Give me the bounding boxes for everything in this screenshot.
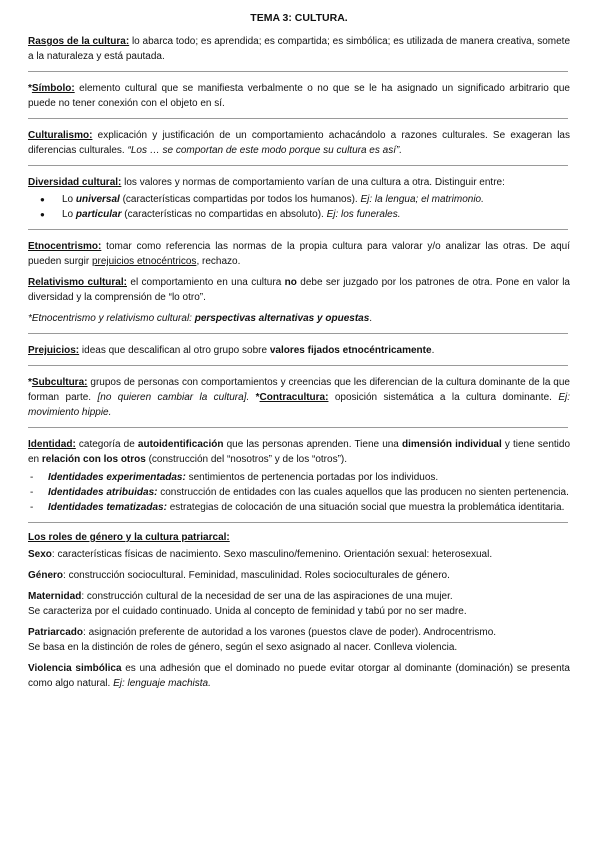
item-example: Ej: los funerales. [326, 209, 401, 220]
relativismo-term: Relativismo cultural: [28, 277, 127, 288]
divider [28, 365, 568, 366]
genero-key: Género [28, 570, 64, 581]
list-item [48, 470, 570, 485]
relativismo-paragraph [28, 275, 570, 305]
etnocentrismo-paragraph [28, 239, 570, 269]
identidad-text: (construcción del “nosotros” y de los “otros”). [145, 454, 348, 465]
item-key: Identidades atribuidas: [48, 487, 158, 498]
divider [28, 71, 568, 72]
relativismo-text2: debe ser juzgado por los patrones de otra. Pone en valor la diversidad y la comprensión de “lo otro”. [28, 277, 570, 303]
nota-text: *Etnocentrismo y relativismo cultural: [28, 313, 195, 324]
item-key: Identidades tematizadas: [48, 502, 167, 513]
diversidad-list [28, 192, 570, 222]
contracultura-term: Contracultura: [259, 392, 329, 403]
simbolo-paragraph [28, 81, 570, 111]
list-item [62, 192, 570, 207]
patriarcado-key: Patriarcado [28, 627, 84, 638]
list-item [62, 207, 570, 222]
rasgos-term: Rasgos de la cultura: [28, 36, 130, 47]
violencia-key: Violencia simbólica [28, 663, 122, 674]
patriarcado-text: : asignación preferente de autoridad a los varones (puestos clave de poder). Androcentrismo. [83, 627, 497, 638]
culturalismo-text: explicación y justificación de un comportamiento achacándolo a razones culturales. Se exageran las diferencias culturales. [28, 130, 570, 156]
maternidad-paragraph-2: Se caracteriza por el cuidado continuado. Unida al concepto de feminidad y tabú por no ser madre. [28, 606, 467, 617]
identidad-bold: relación con los otros [41, 454, 146, 465]
item-prefix: Lo [62, 194, 76, 205]
divider [28, 522, 568, 523]
subcultura-paragraph [28, 375, 570, 420]
identidad-list [28, 470, 570, 515]
genero-paragraph [28, 568, 570, 583]
culturalismo-example: “Los … se comportan de este modo porque su cultura es así”. [124, 145, 403, 156]
etnocentrismo-link: prejuicios etnocéntricos [91, 256, 197, 267]
etnocentrismo-term: Etnocentrismo: [28, 241, 102, 252]
list-item [48, 500, 570, 515]
subcultura-term: Subcultura: [31, 377, 88, 388]
contracultura-example: Ej: movimiento hippie. [28, 392, 570, 418]
divider [28, 427, 568, 428]
relativismo-text1: el comportamiento en una cultura [126, 277, 285, 288]
prejuicios-bold: valores fijados etnocéntricamente [269, 345, 432, 356]
item-text: construcción de entidades con las cuales aquellos que las producen no sienten pertenencia. [157, 487, 569, 498]
simbolo-term: Símbolo: [31, 83, 75, 94]
item-prefix: Lo [62, 209, 76, 220]
maternidad-paragraph [28, 589, 570, 604]
patriarcado-paragraph [28, 625, 570, 640]
violencia-text: es una adhesión que el dominado no puede evitar otorgar al dominante (dominación) se presenta como algo natural. [28, 663, 570, 689]
relativismo-bold: no [284, 277, 297, 288]
nota-tail: . [369, 313, 373, 324]
divider [28, 118, 568, 119]
page-title: TEMA 3: CULTURA. [250, 12, 348, 24]
prejuicios-tail: . [431, 345, 435, 356]
diversidad-paragraph [28, 175, 570, 190]
contracultura-text: oposición sistemática a la cultura dominante. [328, 392, 559, 403]
identidad-text: y tiene sentido en [28, 439, 571, 465]
item-example: Ej: la lengua; el matrimonio. [360, 194, 484, 205]
item-text: (características no compartidas en absoluto). [121, 209, 327, 220]
rasgos-paragraph [28, 34, 570, 64]
list-item [48, 485, 570, 500]
identidad-bold: autoidentificación [137, 439, 224, 450]
divider [28, 165, 568, 166]
genero-text: : construcción sociocultural. Feminidad, masculinidad. Roles socioculturales de género. [63, 570, 450, 581]
roles-heading: Los roles de género y la cultura patriarcal: [28, 532, 230, 543]
item-text: (características compartidas por todos los humanos). [119, 194, 361, 205]
identidad-text: categoría de [75, 439, 138, 450]
culturalismo-paragraph [28, 128, 570, 158]
identidad-bold: dimensión individual [401, 439, 502, 450]
etnocentrismo-tail: , rechazo. [196, 256, 241, 267]
simbolo-text: elemento cultural que se manifiesta verbalmente o no que se le ha asignado un significado arbitrario que puede no tener conexión con el objeto en sí. [28, 83, 570, 109]
sexo-key: Sexo [28, 549, 52, 560]
item-key: Identidades experimentadas: [48, 472, 186, 483]
patriarcado-paragraph-2: Se basa en la distinción de roles de género, según el sexo asignado al nacer. Conlleva violencia. [28, 642, 458, 653]
rasgos-text: lo abarca todo; es aprendida; es compartida; es simbólica; es utilizada de manera creativa, somete a la naturaleza y está pautada. [28, 36, 570, 62]
item-key: particular [75, 209, 122, 220]
simbolo-prefix: * [28, 83, 32, 94]
maternidad-key: Maternidad [28, 591, 82, 602]
violencia-paragraph [28, 661, 570, 691]
maternidad-text: : construcción cultural de la necesidad de ser una de las aspiraciones de una mujer. [81, 591, 453, 602]
item-text: sentimientos de pertenencia portadas por los individuos. [185, 472, 439, 483]
item-key: universal [75, 194, 120, 205]
sexo-text: : características físicas de nacimiento. Sexo masculino/femenino. Orientación sexual: heterosexual. [51, 549, 493, 560]
prejuicios-paragraph [28, 343, 570, 358]
divider [28, 229, 568, 230]
contracultura-prefix: * [249, 392, 260, 403]
diversidad-text: los valores y normas de comportamiento varían de una cultura a otra. Distinguir entre: [121, 177, 505, 188]
sexo-paragraph [28, 547, 570, 562]
prejuicios-text: ideas que descalifican al otro grupo sobre [79, 345, 270, 356]
identidad-paragraph [28, 437, 570, 467]
etnocentrismo-text: tomar como referencia las normas de la propia cultura para valorar y/o analizar las otras. De aquí pueden surgir [28, 241, 570, 267]
item-text: estrategias de colocación de una situación social que muestra la problemática identitaria. [166, 502, 565, 513]
violencia-example: Ej: lenguaje machista. [113, 678, 211, 689]
subcultura-text: grupos de personas con comportamientos y creencias que les diferencian de la cultura dominante de la que forman parte. [28, 377, 570, 403]
diversidad-term: Diversidad cultural: [28, 177, 122, 188]
prejuicios-term: Prejuicios: [28, 345, 80, 356]
identidad-term: Identidad: [28, 439, 76, 450]
divider [28, 333, 568, 334]
culturalismo-term: Culturalismo: [28, 130, 93, 141]
nota-bold: perspectivas alternativas y opuestas [194, 313, 370, 324]
subcultura-example: [no quieren cambiar la cultura]. [97, 392, 250, 403]
identidad-text: que las personas aprenden. Tiene una [223, 439, 402, 450]
nota-paragraph [28, 311, 570, 326]
subcultura-prefix: * [28, 377, 32, 388]
